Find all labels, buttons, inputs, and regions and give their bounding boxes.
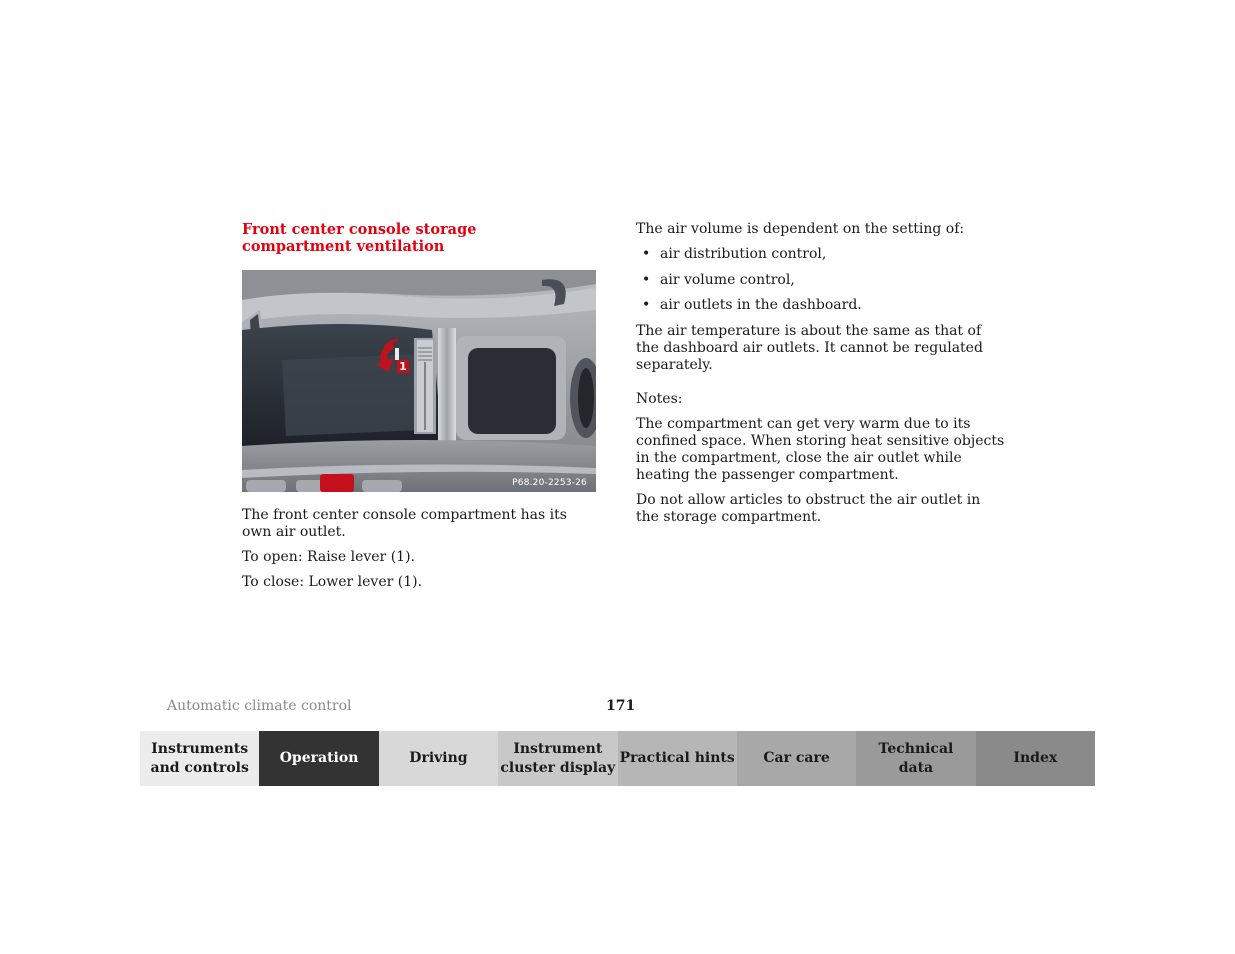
note-paragraph: Do not allow articles to obstruct the air outlet in the storage compartment. bbox=[636, 491, 981, 525]
list-item: • air distribution control, bbox=[636, 246, 1006, 263]
tab-practical-hints[interactable]: Practical hints bbox=[618, 731, 737, 786]
tab-instrument-cluster-display[interactable]: Instrument cluster display bbox=[498, 731, 617, 786]
right-column bbox=[636, 221, 1006, 534]
chapter-tab-bar bbox=[140, 731, 1095, 786]
console-drawing bbox=[242, 270, 596, 492]
page-number: 171 bbox=[606, 698, 636, 714]
section-title: Front center console storage compartment ventilation bbox=[242, 221, 477, 255]
console-illustration bbox=[242, 270, 596, 492]
note-paragraph: The compartment can get very warm due to its confined space. When storing heat sensitive objects in the compartment, close the air outlet while heating the passenger compartment. bbox=[636, 415, 1005, 483]
callout-number: 1 bbox=[397, 360, 409, 373]
tab-technical-data[interactable]: Technical data bbox=[856, 731, 975, 786]
open-instruction: To open: Raise lever (1). bbox=[242, 549, 415, 565]
tab-instruments-and-controls[interactable]: Instruments and controls bbox=[140, 731, 259, 786]
footer-section-name: Automatic climate control bbox=[167, 698, 352, 714]
list-item: • air outlets in the dashboard. bbox=[636, 297, 1006, 314]
tab-operation[interactable]: Operation bbox=[259, 731, 378, 786]
notes-label: Notes: bbox=[636, 390, 683, 407]
tab-driving[interactable]: Driving bbox=[379, 731, 498, 786]
figure-code: P68.20-2253-26 bbox=[512, 478, 587, 488]
list-item: • air volume control, bbox=[636, 272, 1006, 289]
left-column bbox=[242, 507, 598, 599]
tab-index[interactable]: Index bbox=[976, 731, 1095, 786]
air-volume-intro: The air volume is dependent on the setting of: bbox=[636, 221, 965, 237]
tab-car-care[interactable]: Car care bbox=[737, 731, 856, 786]
settings-list bbox=[636, 246, 1006, 314]
temperature-paragraph: The air temperature is about the same as that of the dashboard air outlets. It cannot be regulated separately. bbox=[636, 322, 983, 373]
close-instruction: To close: Lower lever (1). bbox=[242, 574, 423, 590]
intro-paragraph: The front center console compartment has its own air outlet. bbox=[242, 507, 567, 540]
